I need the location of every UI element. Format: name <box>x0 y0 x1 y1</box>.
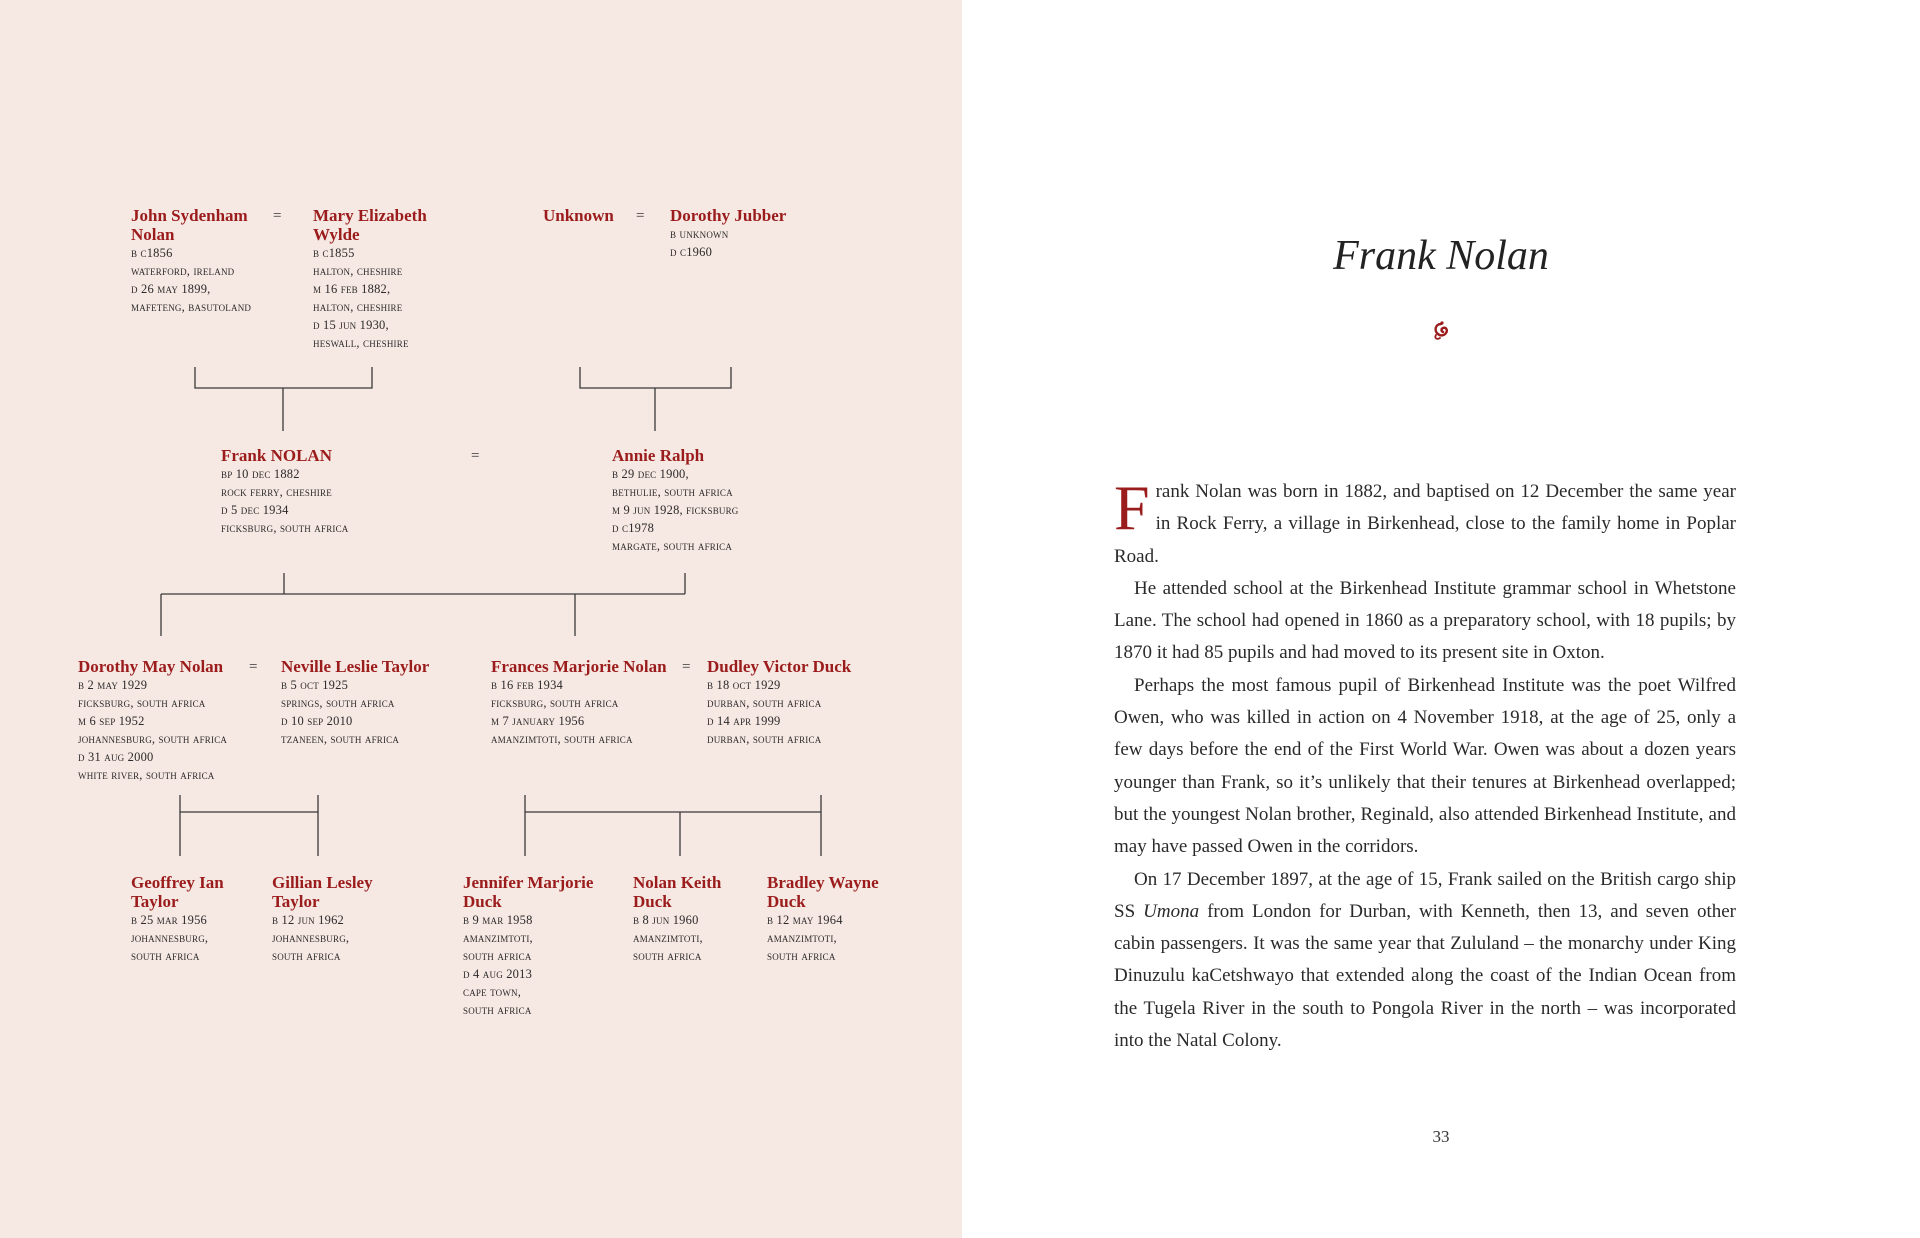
detail-line: b 29 dec 1900, <box>612 467 689 481</box>
ship-name: Umona <box>1143 900 1200 922</box>
person-jennifer-marjorie-duck <box>463 873 618 1019</box>
person-details <box>221 465 441 537</box>
person-mary-elizabeth-wylde <box>313 206 463 352</box>
chapter-body <box>1114 472 1736 1057</box>
person-details <box>463 911 618 1019</box>
page-number: 33 <box>1432 1127 1450 1146</box>
detail-line: d 5 dec 1934 <box>221 503 289 517</box>
person-dorothy-may-nolan <box>78 657 263 784</box>
detail-line: johannesburg, <box>272 931 350 945</box>
detail-line: m 9 jun 1928, ficksburg <box>612 503 739 517</box>
paragraph-text: from London for Durban, with Kenneth, then 13, and seven other cabin passengers. It was the same year that Zululand – the monarchy under King Dinuzulu kaCetshwayo that extended along the coast of the Indian Ocean from the Tugela River in the south to Pongola River in the north – was incorporated into the Natal Colony. <box>1114 900 1736 1052</box>
detail-line: south africa <box>767 949 836 963</box>
detail-line: rock ferry, cheshire <box>221 485 332 499</box>
paragraph: He attended school at the Birkenhead Institute grammar school in Whetstone Lane. The school had opened in 1860 as a preparatory school, with 18 pupils; by 1870 it had 85 pupils and had moved to its present site in Oxton. <box>1114 577 1736 664</box>
detail-line: halton, cheshire <box>313 300 403 314</box>
detail-line: amanzimtoti, <box>767 931 837 945</box>
detail-line: halton, cheshire <box>313 264 403 278</box>
paragraph-text: On 17 December 1897, at the age of 15, Frank sailed on the British cargo ship SS <box>1114 868 1736 922</box>
person-name: Dorothy May Nolan <box>78 657 224 676</box>
person-name: Dudley Victor Duck <box>707 657 852 676</box>
detail-line: b 12 jun 1962 <box>272 913 344 927</box>
detail-line: heswall, cheshire <box>313 336 409 350</box>
detail-line: d 14 apr 1999 <box>707 714 781 728</box>
person-name: Unknown <box>543 206 614 225</box>
person-details <box>633 911 748 965</box>
drop-cap: F <box>1114 472 1150 543</box>
paragraph <box>1114 864 1736 1058</box>
detail-line: d c1978 <box>612 521 655 535</box>
person-details <box>670 225 840 261</box>
detail-line: b c1856 <box>131 246 173 260</box>
detail-line: durban, south africa <box>707 732 822 746</box>
person-name: Dorothy Jubber <box>670 206 787 225</box>
person-details <box>131 244 281 316</box>
detail-line: johannesburg, south africa <box>78 732 228 746</box>
detail-line: m 16 feb 1882, <box>313 282 391 296</box>
person-nolan-keith-duck <box>633 873 748 965</box>
detail-line: b 5 oct 1925 <box>281 678 349 692</box>
detail-line: d 26 may 1899, <box>131 282 211 296</box>
person-annie-ralph <box>612 446 832 555</box>
person-name: Gillian Lesley Taylor <box>272 873 373 911</box>
detail-line: b 2 may 1929 <box>78 678 148 692</box>
detail-line: b 25 mar 1956 <box>131 913 207 927</box>
person-details <box>491 676 691 748</box>
person-details <box>313 244 463 352</box>
detail-line: d 10 sep 2010 <box>281 714 353 728</box>
person-name: Nolan Keith Duck <box>633 873 722 911</box>
detail-line: cape town, <box>463 985 522 999</box>
person-bradley-wayne-duck <box>767 873 892 965</box>
person-details <box>612 465 832 555</box>
connector-unknown-jubber <box>580 367 731 388</box>
person-unknown <box>543 206 633 225</box>
person-name: Annie Ralph <box>612 446 705 465</box>
person-frances-marjorie-nolan <box>491 657 691 748</box>
person-dorothy-jubber <box>670 206 840 261</box>
person-geoffrey-ian-taylor <box>131 873 251 965</box>
paragraph: Perhaps the most famous pupil of Birkenhead Institute was the poet Wilfred Owen, who was killed in action on 4 November 1918, at the age of 25, only a few days before the end of the First World War. Owen was about a dozen years younger than Frank, so it’s unlikely that their tenures at Birkenhead overlapped; but the youngest Nolan brother, Reginald, also attended Birkenhead Institute, and may have passed Owen in the corridors. <box>1114 674 1736 858</box>
detail-line: b c1855 <box>313 246 355 260</box>
detail-line: d 31 aug 2000 <box>78 750 154 764</box>
marriage-symbol: = <box>682 659 691 675</box>
detail-line: waterford, ireland <box>131 264 235 278</box>
detail-line: mafeteng, basutoland <box>131 300 252 314</box>
person-details <box>767 911 892 965</box>
detail-line: b 16 feb 1934 <box>491 678 563 692</box>
person-name: John Sydenham Nolan <box>131 206 248 244</box>
fleuron-icon <box>1427 320 1455 342</box>
person-details <box>131 911 251 965</box>
person-neville-leslie-taylor <box>281 657 471 748</box>
text-page <box>962 0 1920 1238</box>
detail-line: bp 10 dec 1882 <box>221 467 300 481</box>
detail-line: d 15 jun 1930, <box>313 318 389 332</box>
detail-line: ficksburg, south africa <box>491 696 619 710</box>
person-name: Jennifer Marjorie Duck <box>463 873 594 911</box>
detail-line: amanzimtoti, <box>633 931 703 945</box>
detail-line: ficksburg, south africa <box>78 696 206 710</box>
detail-line: amanzimtoti, south africa <box>491 732 633 746</box>
marriage-symbol: = <box>249 659 258 675</box>
detail-line: b 8 jun 1960 <box>633 913 699 927</box>
detail-line: b 18 oct 1929 <box>707 678 781 692</box>
person-dudley-victor-duck <box>707 657 887 748</box>
detail-line: springs, south africa <box>281 696 395 710</box>
detail-line: south africa <box>463 949 532 963</box>
detail-line: ficksburg, south africa <box>221 521 349 535</box>
person-name: Frank NOLAN <box>221 446 332 465</box>
detail-line: south africa <box>463 1003 532 1017</box>
detail-line: margate, south africa <box>612 539 733 553</box>
person-details <box>707 676 887 748</box>
detail-line: south africa <box>272 949 341 963</box>
detail-line: d 4 aug 2013 <box>463 967 533 981</box>
detail-line: johannesburg, <box>131 931 209 945</box>
detail-line: amanzimtoti, <box>463 931 533 945</box>
person-details <box>78 676 263 784</box>
paragraph-text: rank Nolan was born in 1882, and baptised on 12 December the same year in Rock Ferry, a village in Birkenhead, close to the family home in Poplar Road. <box>1114 481 1736 567</box>
detail-line: tzaneen, south africa <box>281 732 400 746</box>
person-frank-nolan <box>221 446 441 537</box>
person-gillian-lesley-taylor <box>272 873 392 965</box>
detail-line: white river, south africa <box>78 768 215 782</box>
detail-line: b 12 may 1964 <box>767 913 843 927</box>
detail-line: durban, south africa <box>707 696 822 710</box>
connector-nolan-wylde <box>195 367 372 388</box>
detail-line: b unknown <box>670 227 729 241</box>
paragraph <box>1114 472 1736 573</box>
detail-line: b 9 mar 1958 <box>463 913 533 927</box>
detail-line: bethulie, south africa <box>612 485 733 499</box>
connector-duck-couple <box>525 795 821 812</box>
connector-taylor-couple <box>180 795 318 812</box>
marriage-symbol: = <box>273 208 282 224</box>
detail-line: m 6 sep 1952 <box>78 714 145 728</box>
chapter-title: Frank Nolan <box>1333 233 1549 279</box>
person-name: Bradley Wayne Duck <box>767 873 879 911</box>
detail-line: south africa <box>131 949 200 963</box>
marriage-symbol: = <box>471 448 480 464</box>
person-name: Geoffrey Ian Taylor <box>131 873 224 911</box>
person-details <box>281 676 471 748</box>
person-name: Frances Marjorie Nolan <box>491 657 667 676</box>
person-name: Neville Leslie Taylor <box>281 657 430 676</box>
detail-line: m 7 january 1956 <box>491 714 585 728</box>
detail-line: d c1960 <box>670 245 713 259</box>
person-details <box>272 911 392 965</box>
marriage-symbol: = <box>636 208 645 224</box>
person-john-sydenham-nolan <box>131 206 281 316</box>
detail-line: south africa <box>633 949 702 963</box>
person-name: Mary Elizabeth Wylde <box>313 206 427 244</box>
